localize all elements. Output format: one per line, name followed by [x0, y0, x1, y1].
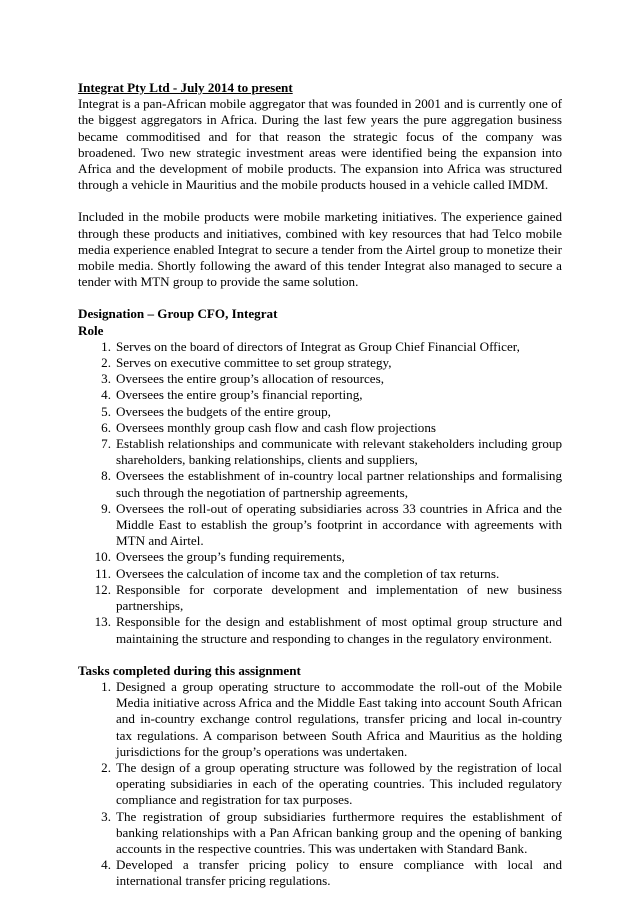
company-paragraph-2: Included in the mobile products were mobile marketing initiatives. The experience gained through these products and initiatives, combined with key resources that had Telco mobile media experience enabled Integrat to secure a tender from the Airtel group to monetize their mobile media. Shortly following the award of this tender Integrat also managed to secure a tender with MTN group to provide the same solution.	[78, 209, 562, 290]
document-page	[78, 80, 562, 890]
list-item: 13. Responsible for the design and establishment of most optimal group structure and maintaining the structure and responding to changes in the regulatory environment.	[94, 614, 562, 646]
list-item: 3. The registration of group subsidiaries furthermore requires the establishment of banking relationships with a Pan African banking group and the opening of banking accounts in the respective countries. This was undertaken with Standard Bank.	[101, 808, 562, 856]
list-item: 2. Serves on executive committee to set group strategy,	[101, 355, 392, 371]
list-item: 12. Responsible for corporate development and implementation of new business partnerships,	[94, 581, 562, 614]
list-item: 8. Oversees the establishment of in-country local partner relationships and formalising such through the negotiation of partnership agreements,	[101, 468, 562, 500]
list-item: 9. Oversees the roll-out of operating subsidiaries across 33 countries in Africa and the Middle East to establish the group’s footprint in accordance with agreements with MTN and Airtel.	[101, 500, 562, 549]
list-item: 10. Oversees the group’s funding requirements,	[94, 549, 345, 565]
company-heading: Integrat Pty Ltd - July 2014 to present	[78, 80, 293, 95]
list-item: 3. Oversees the entire group’s allocation of resources,	[101, 371, 384, 387]
tasks-heading: Tasks completed during this assignment	[78, 662, 301, 678]
designation-heading: Designation – Group CFO, Integrat	[78, 306, 278, 322]
list-item: 1. Serves on the board of directors of Integrat as Group Chief Financial Officer,	[101, 338, 520, 354]
company-paragraph-1: Integrat is a pan-African mobile aggregator that was founded in 2001 and is currently one of the biggest aggregators in Africa. During the last few years the pure aggregation business became commoditised and for that reason the strategic focus of the company was broadened. Two new strategic investment areas were identified being the expansion into Africa and the development of mobile products. The expansion into Africa was structured through a vehicle in Mauritius and the mobile products housed in a vehicle called IMDM.	[78, 96, 562, 193]
list-item: 4. Developed a transfer pricing policy to ensure compliance with local and international transfer pricing regulations.	[101, 857, 562, 889]
tasks-list	[78, 679, 562, 890]
list-item: 11. Oversees the calculation of income tax and the completion of tax returns.	[95, 565, 500, 581]
list-item: 4. Oversees the entire group’s financial reporting,	[101, 387, 363, 403]
role-label: Role	[78, 322, 104, 338]
list-item: 1. Designed a group operating structure to accommodate the roll-out of the Mobile Media initiative across Africa and the Middle East taking into account South African and in-country exchange control regulations, transfer pricing and local in-country tax regulations. A comparison between South Africa and Mauritius as the holding jurisdictions for the group’s operations was undertaken.	[101, 678, 562, 759]
list-item: 7. Establish relationships and communicate with relevant stakeholders including group shareholders, banking relationships, clients and suppliers,	[101, 436, 562, 468]
list-item: 2. The design of a group operating structure was followed by the registration of local operating subsidiaries in each of the operating countries. This included regulatory compliance and registration for tax purposes.	[101, 759, 562, 808]
list-item: 6. Oversees monthly group cash flow and cash flow projections	[101, 419, 436, 435]
role-list	[78, 339, 562, 647]
list-item: 5. Oversees the budgets of the entire group,	[101, 403, 331, 419]
